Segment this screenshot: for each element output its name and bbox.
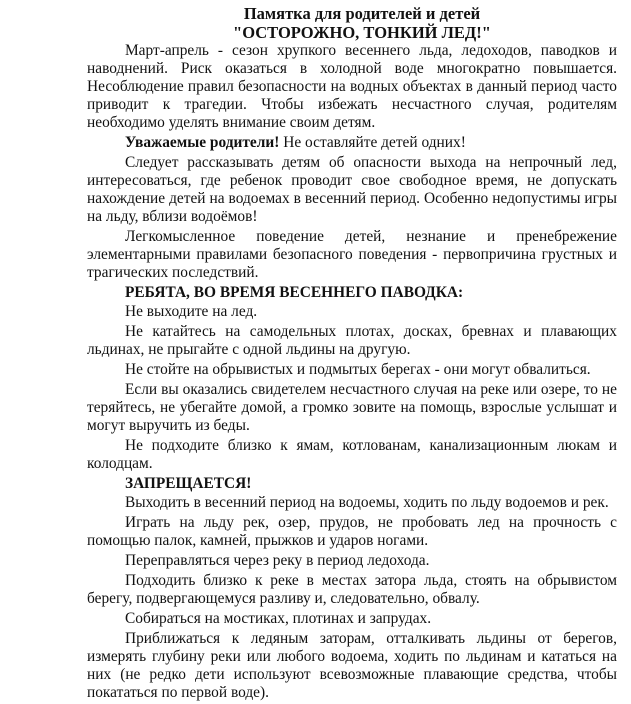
forbidden-item: Переправляться через реку в период ледохода. (125, 552, 430, 569)
kids-item: Не выходите на лед. (125, 303, 258, 320)
parents-bold: Уважаемые родители! (125, 134, 280, 151)
forbidden-item: Собираться на мостиках, плотинах и запрудах. (125, 610, 432, 627)
forbidden-item: Выходить в весенний период на водоемы, ходить по льду водоемов и рек. (125, 494, 609, 511)
kids-item: Не подходите близко к ямам, котлованам, канализационным люкам и колодцам. (87, 437, 617, 472)
forbidden-item: Играть на льду рек, озер, прудов, не пробовать лед на прочность с помощью палок, камней, прыжков и ударов ногами. (87, 514, 617, 549)
document-page (87, 4, 617, 704)
paragraph-2: Следует рассказывать детям об опасности выхода на непрочный лед, интересоваться, где ребенок проводит свое свободное время, не допускать нахождение детей на водоемах в весенний период. Особенно недопустимы игры на льду, вблизи водоёмов! (87, 154, 617, 225)
kids-item: Если вы оказались свидетелем несчастного случая на реке или озере, то не теряйтесь, не убегайте домой, а громко зовите на помощь, взрослые услышат и могут выручить из беды. (87, 381, 617, 434)
title-line-1: Памятка для родителей и детей (243, 4, 481, 23)
title-line-2: "ОСТОРОЖНО, ТОНКИЙ ЛЕД!" (233, 23, 491, 42)
kids-item: Не стойте на обрывистых и подмытых берегах - они могут обвалиться. (125, 361, 591, 378)
paragraph-3: Легкомысленное поведение детей, незнание и пренебрежение элементарными правилами безопасного поведения - первопричина грустных и трагических последствий. (87, 228, 617, 281)
forbidden-section-heading: ЗАПРЕЩАЕТСЯ! (125, 475, 252, 492)
kids-section-heading: РЕБЯТА, ВО ВРЕМЯ ВЕСЕННЕГО ПАВОДКА: (125, 284, 464, 301)
forbidden-item: Подходить близко к реке в местах затора льда, стоять на обрывистом берегу, подвергающемуся разливу и, следовательно, обвалу. (87, 572, 617, 607)
parents-text: Не оставляйте детей одних! (279, 134, 466, 151)
intro-paragraph: Март-апрель - сезон хрупкого весеннего льда, ледоходов, паводков и наводнений. Риск оказаться в холодной воде многократно повышается. Несоблюдение правил безопасности на водных объектах в данный период часто приводит к трагедии. Чтобы избежать несчастного случая, родителям необходимо уделять внимание своим детям. (87, 42, 617, 131)
parents-paragraph (87, 134, 617, 152)
kids-item: Не катайтесь на самодельных плотах, досках, бревнах и плавающих льдинах, не прыгайте с одной льдины на другую. (87, 323, 617, 358)
forbidden-item: Приближаться к ледяным заторам, отталкивать льдины от берегов, измерять глубину реки или любого водоема, ходить по льдинам и кататься на них (не редко дети используют всевозможные плавающие средства, чтобы покататься по первой воде). (87, 630, 617, 701)
